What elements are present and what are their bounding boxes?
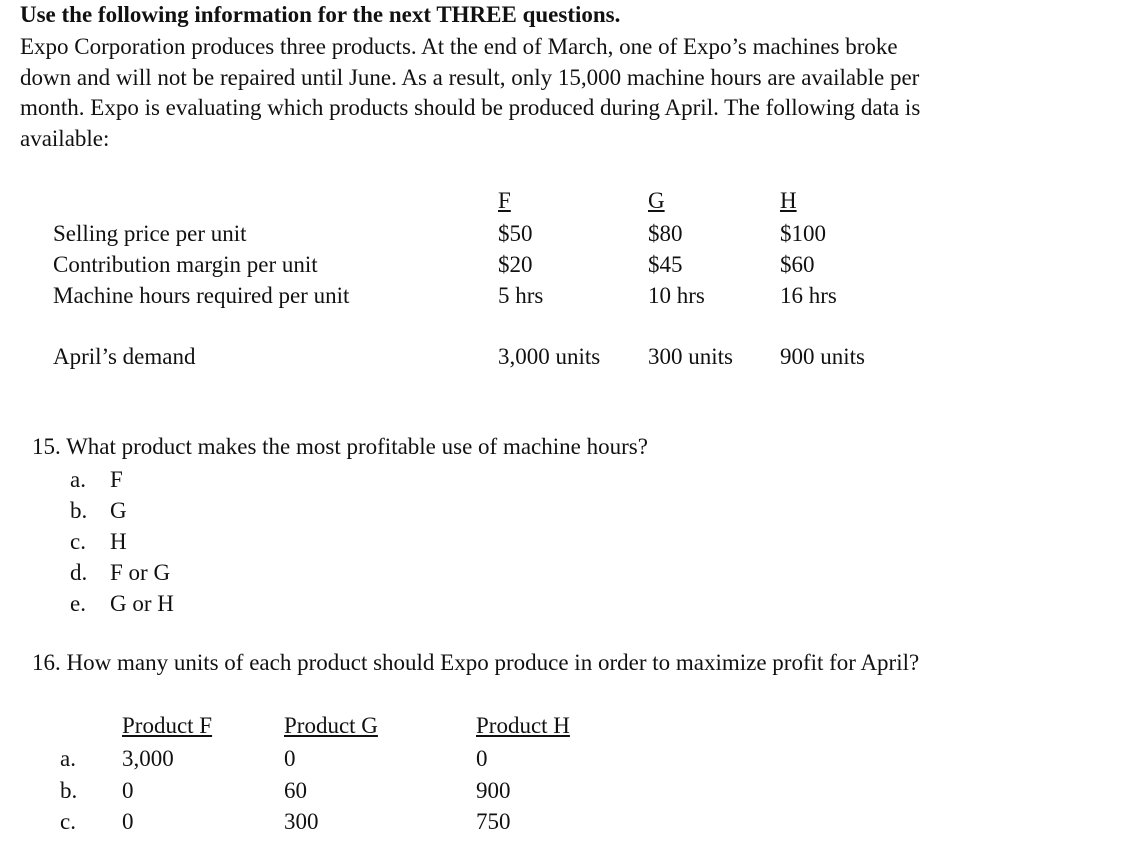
- column-header-product-f: Product F: [122, 713, 213, 738]
- table-cell: $80: [648, 221, 683, 246]
- table-cell: 16 hrs: [780, 283, 837, 308]
- q15-option-d[interactable]: [70, 557, 174, 588]
- row-label-april-demand: April’s demand: [53, 344, 196, 369]
- table-cell: 0: [122, 809, 134, 834]
- table-cell: 10 hrs: [648, 283, 705, 308]
- option-letter: d.: [70, 560, 88, 585]
- option-text: G: [110, 498, 127, 523]
- table-cell: 0: [122, 778, 134, 803]
- q15-option-b[interactable]: [70, 495, 174, 526]
- option-letter: e.: [70, 591, 86, 616]
- option-text: F or G: [110, 560, 171, 585]
- section-heading: Use the following information for the next THREE questions.: [20, 2, 621, 27]
- row-label-contribution-margin: Contribution margin per unit: [53, 252, 318, 277]
- question-15: 15. What product makes the most profitable use of machine hours?: [32, 434, 648, 459]
- q15-options: [70, 464, 174, 619]
- table-cell: 3,000 units: [498, 344, 601, 369]
- table-cell: 900: [476, 778, 511, 803]
- option-letter: c.: [70, 529, 86, 554]
- table-cell: $60: [780, 252, 815, 277]
- q15-option-c[interactable]: [70, 526, 174, 557]
- table-cell: 300 units: [648, 344, 733, 369]
- row-label-selling-price: Selling price per unit: [53, 221, 247, 246]
- intro-line: available:: [20, 125, 110, 151]
- table-cell: $100: [780, 221, 826, 246]
- column-header-product-g: Product G: [284, 713, 378, 738]
- table-cell: 60: [284, 778, 307, 803]
- intro-paragraph: [20, 32, 1105, 154]
- option-letter: b.: [60, 778, 78, 803]
- option-letter: b.: [70, 498, 88, 523]
- intro-line: month. Expo is evaluating which products should be produced during April. The following data is: [20, 95, 921, 120]
- table-cell: $45: [648, 252, 683, 277]
- option-text: G or H: [110, 591, 174, 616]
- option-letter: c.: [60, 809, 76, 834]
- column-header-f: F: [498, 188, 511, 213]
- table-cell: $50: [498, 221, 533, 246]
- intro-line: Expo Corporation produces three products. At the end of March, one of Expo’s machines broke: [20, 34, 898, 59]
- table-cell: $20: [498, 252, 533, 277]
- table-cell: 750: [476, 809, 511, 834]
- option-text: F: [110, 467, 123, 492]
- q15-option-e[interactable]: [70, 588, 174, 619]
- table-cell: 0: [476, 746, 488, 771]
- column-header-product-h: Product H: [476, 713, 570, 738]
- option-letter: a.: [60, 746, 76, 771]
- table-cell: 900 units: [780, 344, 865, 369]
- column-header-h: H: [780, 188, 797, 213]
- table-cell: 300: [284, 809, 319, 834]
- question-16: 16. How many units of each product should Expo produce in order to maximize profit for April?: [32, 650, 920, 675]
- option-text: H: [110, 529, 127, 554]
- table-cell: 0: [284, 746, 296, 771]
- column-header-g: G: [648, 188, 665, 213]
- intro-line: down and will not be repaired until June. As a result, only 15,000 machine hours are available per: [20, 64, 920, 90]
- q15-option-a[interactable]: [70, 464, 174, 495]
- table-cell: 5 hrs: [498, 283, 544, 308]
- table-cell: 3,000: [122, 746, 174, 771]
- option-letter: a.: [70, 467, 86, 492]
- row-label-machine-hours: Machine hours required per unit: [53, 283, 350, 308]
